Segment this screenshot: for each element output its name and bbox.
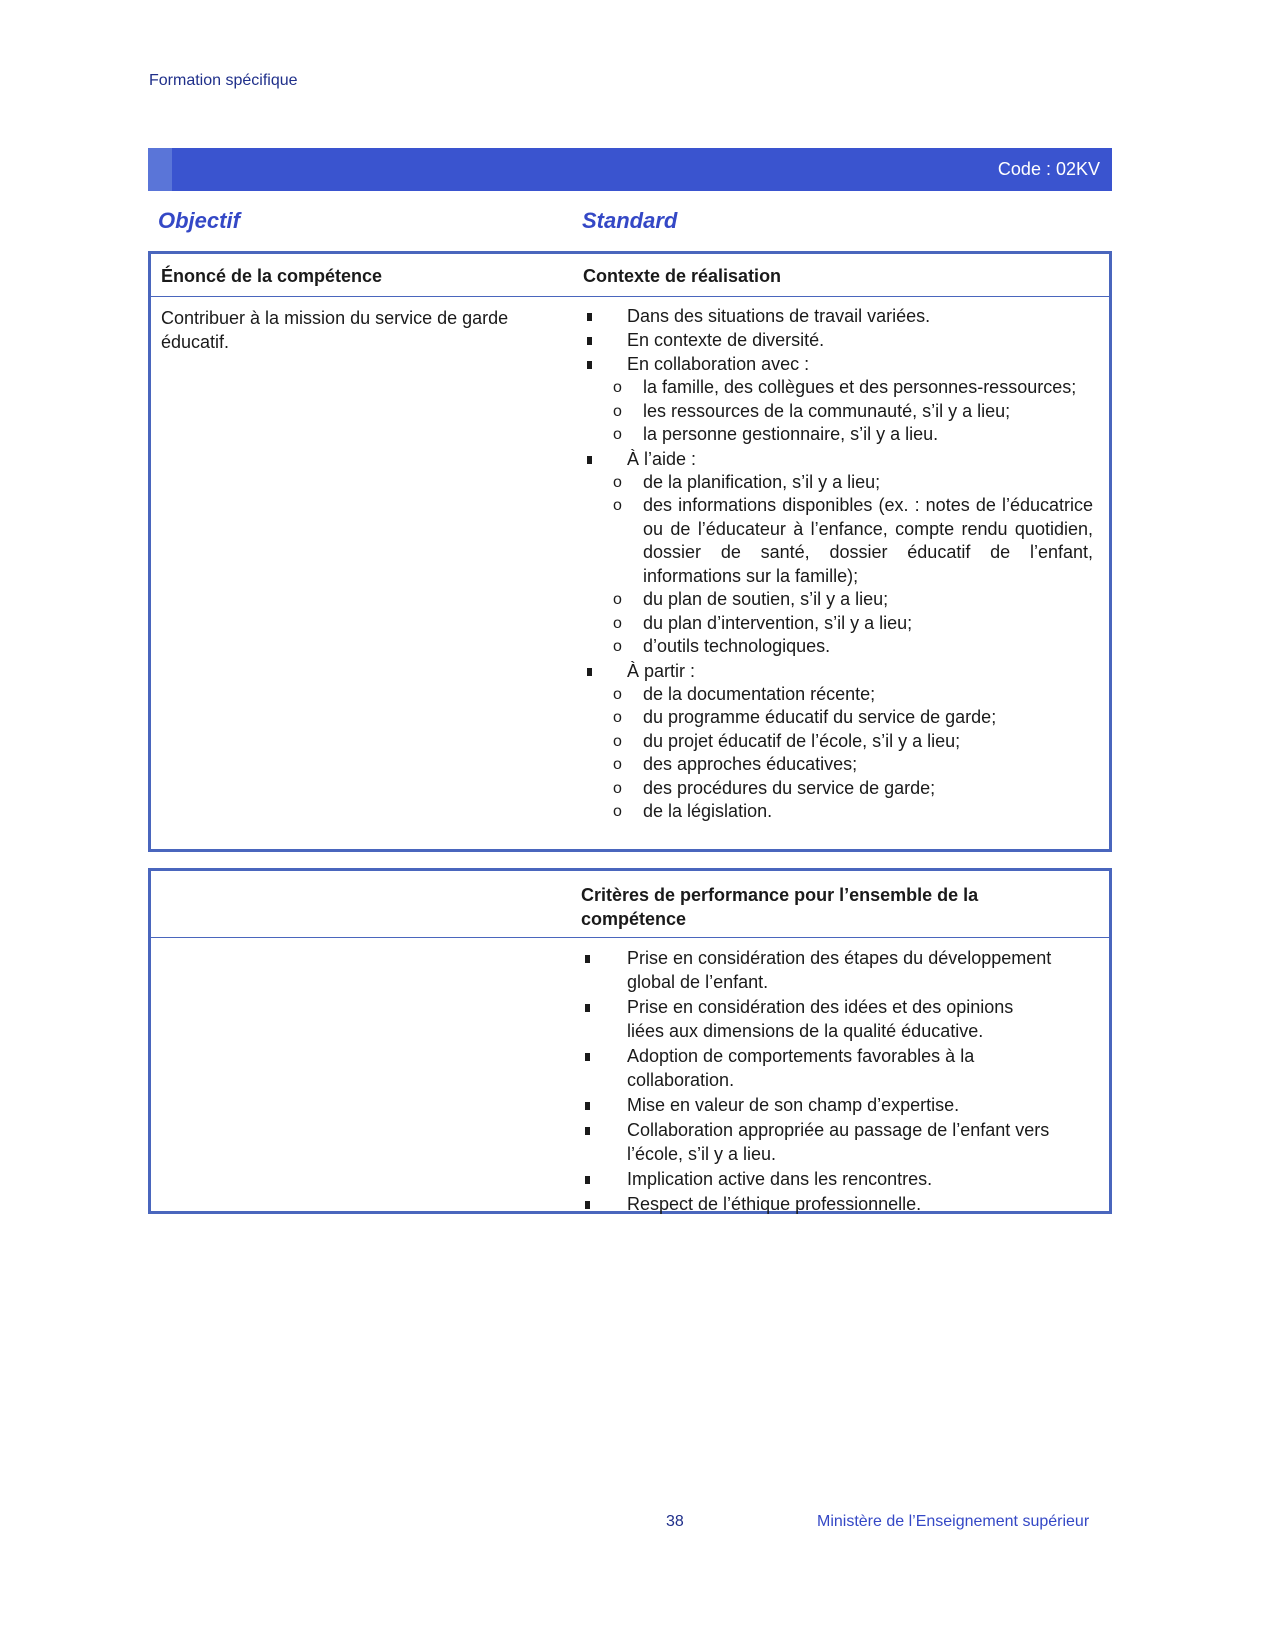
performance-table (148, 868, 1112, 1214)
context-list (583, 304, 1093, 824)
context-item-text: En collaboration avec : (627, 354, 810, 374)
ministry-name: Ministère de l’Enseignement supérieur (817, 1513, 1090, 1530)
context-item (583, 659, 1093, 824)
performance-label: Critères de performance pour l’ensemble de la compétence (581, 885, 979, 929)
section-label: Formation spécifique (149, 72, 298, 89)
competence-table (148, 251, 1112, 852)
context-item (583, 447, 1093, 659)
standard-heading: Standard (582, 208, 678, 233)
context-item (583, 328, 1093, 352)
context-item-text: À l’aide : (627, 448, 697, 469)
context-subitem: o la famille, des collègues et des personnes-ressources; (613, 376, 1093, 400)
criteria-item: Prise en considération des étapes du développement global de l’enfant. (583, 946, 1053, 994)
competence-code: Code : 02KV (997, 159, 1100, 179)
context-label: Contexte de réalisation (583, 266, 782, 286)
context-subitem: o les ressources de la communauté, s’il y a lieu; (613, 400, 1093, 424)
criteria-list (583, 946, 1053, 1217)
context-subitem: o de la planification, s’il y a lieu; (613, 471, 1093, 495)
competence-statement: Contribuer à la mission du service de garde éducatif. (161, 308, 509, 352)
context-subitem: o des informations disponibles (ex. : notes de l’éducatrice ou de l’éducateur à l’enfance, compte rendu quotidien, dossier de santé, dossier éducatif de l’enfant, informations sur la famille); (613, 494, 1093, 588)
context-subitem: o de la législation. (613, 800, 1093, 824)
context-subitem: o des approches éducatives; (613, 753, 1093, 777)
objectif-heading: Objectif (158, 208, 240, 233)
context-subitem: o du projet éducatif de l’école, s’il y a lieu; (613, 730, 1093, 754)
context-sublist (627, 683, 1093, 824)
context-subitem: o d’outils technologiques. (613, 635, 1093, 659)
code-bar (148, 148, 1112, 191)
criteria-item: Prise en considération des idées et des opinions liées aux dimensions de la qualité éducative. (583, 995, 1053, 1043)
context-item (583, 352, 1093, 447)
criteria-item: Adoption de comportements favorables à la collaboration. (583, 1044, 1053, 1092)
context-sublist (627, 471, 1093, 659)
statement-label: Énoncé de la compétence (161, 266, 383, 286)
criteria-item: Implication active dans les rencontres. (583, 1167, 1053, 1191)
context-subitem: o du programme éducatif du service de garde; (613, 706, 1093, 730)
context-item-text: Dans des situations de travail variées. (627, 306, 931, 326)
page-number: 38 (666, 1513, 684, 1530)
context-item (583, 304, 1093, 328)
context-item-text: En contexte de diversité. (627, 330, 825, 350)
context-subitem: o du plan de soutien, s’il y a lieu; (613, 588, 1093, 612)
criteria-item: Collaboration appropriée au passage de l’enfant vers l’école, s’il y a lieu. (583, 1118, 1053, 1166)
context-subitem: o de la documentation récente; (613, 683, 1093, 707)
criteria-item: Respect de l’éthique professionnelle. (583, 1192, 1053, 1216)
code-bar-accent (148, 148, 172, 191)
context-sublist (627, 376, 1093, 447)
context-item-text: À partir : (627, 660, 696, 681)
context-subitem: o des procédures du service de garde; (613, 777, 1093, 801)
context-subitem: o la personne gestionnaire, s’il y a lieu. (613, 423, 1093, 447)
context-subitem: o du plan d’intervention, s’il y a lieu; (613, 612, 1093, 636)
criteria-item: Mise en valeur de son champ d’expertise. (583, 1093, 1053, 1117)
